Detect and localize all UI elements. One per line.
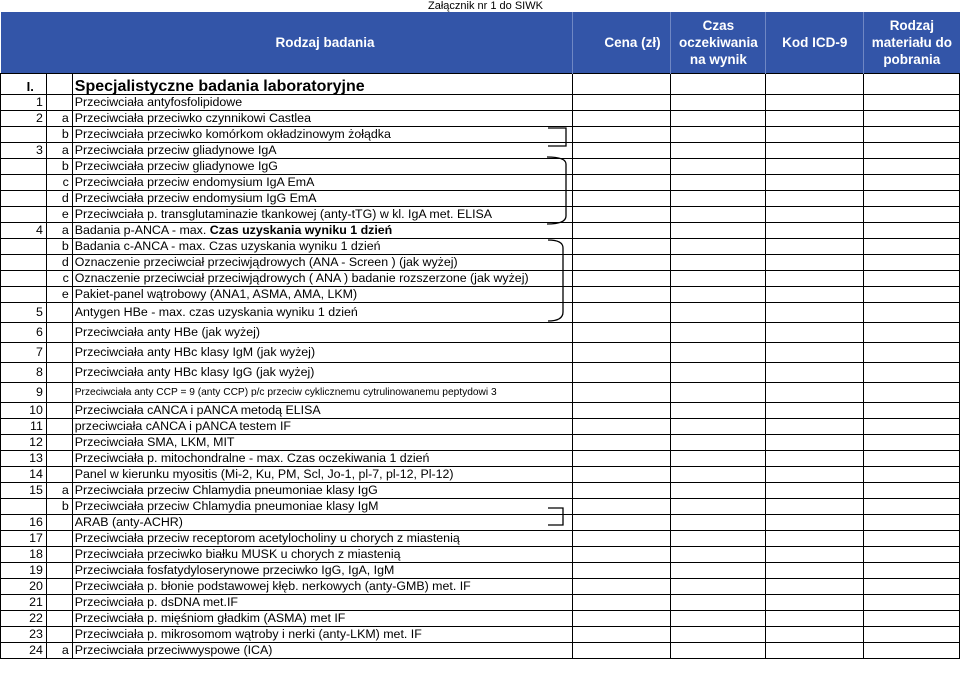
wait-time-cell <box>671 451 766 467</box>
test-name: Przeciwciała p. dsDNA met.IF <box>72 595 572 611</box>
table-row <box>1 483 960 499</box>
material-cell <box>864 303 960 323</box>
row-number: 10 <box>1 403 47 419</box>
wait-time-cell <box>671 95 766 111</box>
row-subletter <box>46 611 72 627</box>
icd9-cell <box>766 499 864 515</box>
wait-time-cell <box>671 483 766 499</box>
annex-label: Załącznik nr 1 do SIWK <box>428 0 543 12</box>
test-name: Przeciwciała anty HBc klasy IgM (jak wyżej) <box>72 343 572 363</box>
icd9-cell <box>766 127 864 143</box>
price-cell <box>572 159 671 175</box>
wait-time-cell <box>671 143 766 159</box>
row-subletter <box>46 531 72 547</box>
table-row <box>1 627 960 643</box>
test-name: Przeciwciała fosfatydyloserynowe przeciwko IgG, IgA, IgM <box>72 563 572 579</box>
row-number <box>1 175 47 191</box>
test-name: Przeciwciała przeciw endomysium IgG EmA <box>72 191 572 207</box>
material-cell <box>864 111 960 127</box>
header-row <box>1 12 960 74</box>
test-name-text: Badania p-ANCA - max. <box>74 223 210 237</box>
wait-time-cell <box>671 127 766 143</box>
row-subletter <box>46 515 72 531</box>
table-row <box>1 643 960 659</box>
price-cell <box>572 435 671 451</box>
test-name: Przeciwciała p. błonie podstawowej kłęb. nerkowych (anty-GMB) met. IF <box>72 579 572 595</box>
row-number: 13 <box>1 451 47 467</box>
table-row <box>1 451 960 467</box>
table-row <box>1 611 960 627</box>
row-number: 22 <box>1 611 47 627</box>
row-number <box>1 159 47 175</box>
row-number: 19 <box>1 563 47 579</box>
row-number <box>1 239 47 255</box>
row-subletter: a <box>46 143 72 159</box>
price-cell <box>572 595 671 611</box>
material-cell <box>864 191 960 207</box>
test-name <box>72 223 572 239</box>
row-number <box>1 191 47 207</box>
material-cell <box>864 627 960 643</box>
row-subletter: e <box>46 287 72 303</box>
header-wait-time: Czas oczekiwania na wynik <box>671 12 766 74</box>
icd9-cell <box>766 159 864 175</box>
wait-time-cell <box>671 255 766 271</box>
section-row <box>1 74 960 95</box>
price-cell <box>572 563 671 579</box>
icd9-cell <box>766 611 864 627</box>
icd9-cell <box>766 207 864 223</box>
price-cell <box>572 287 671 303</box>
wait-time-cell <box>671 611 766 627</box>
material-cell <box>864 435 960 451</box>
material-cell <box>864 223 960 239</box>
table-row <box>1 531 960 547</box>
price-cell <box>572 383 671 403</box>
table-row <box>1 223 960 239</box>
wait-time-cell <box>671 563 766 579</box>
wait-time-cell <box>671 343 766 363</box>
row-number: 15 <box>1 483 47 499</box>
row-number: 20 <box>1 579 47 595</box>
wait-time-cell <box>671 223 766 239</box>
material-cell <box>864 239 960 255</box>
material-cell <box>864 255 960 271</box>
table-row <box>1 363 960 383</box>
icd9-cell <box>766 223 864 239</box>
table-row <box>1 563 960 579</box>
material-cell <box>864 451 960 467</box>
wait-time-cell <box>671 207 766 223</box>
table-row <box>1 467 960 483</box>
material-cell <box>864 143 960 159</box>
row-subletter <box>46 547 72 563</box>
wait-time-cell <box>671 287 766 303</box>
wait-time-cell <box>671 547 766 563</box>
price-cell <box>572 343 671 363</box>
material-cell <box>864 531 960 547</box>
wait-time-cell <box>671 579 766 595</box>
material-cell <box>864 207 960 223</box>
icd9-cell <box>766 343 864 363</box>
price-cell <box>572 515 671 531</box>
material-cell <box>864 95 960 111</box>
wait-time-cell <box>671 191 766 207</box>
price-cell <box>572 223 671 239</box>
row-number: 5 <box>1 303 47 323</box>
row-subletter <box>46 403 72 419</box>
price-cell <box>572 271 671 287</box>
wait-time-cell <box>671 383 766 403</box>
header-test-name: Rodzaj badania <box>1 12 573 74</box>
row-number: 23 <box>1 627 47 643</box>
row-subletter <box>46 363 72 383</box>
row-subletter <box>46 383 72 403</box>
material-cell <box>864 403 960 419</box>
icd9-cell <box>766 595 864 611</box>
table-row <box>1 255 960 271</box>
price-cell <box>572 303 671 323</box>
table-row <box>1 287 960 303</box>
material-cell <box>864 547 960 563</box>
row-subletter: e <box>46 207 72 223</box>
test-name: Badania c-ANCA - max. Czas uzyskania wyniku 1 dzień <box>72 239 572 255</box>
icd9-cell <box>766 143 864 159</box>
table-row <box>1 579 960 595</box>
lab-tests-table <box>0 12 960 659</box>
test-name: ARAB (anty-ACHR) <box>72 515 572 531</box>
row-number: 24 <box>1 643 47 659</box>
table-row <box>1 499 960 515</box>
price-cell <box>572 611 671 627</box>
test-name-emphasis: Czas uzyskania wyniku 1 dzień <box>209 223 393 237</box>
test-name: Przeciwciała p. mikrosomom wątroby i nerki (anty-LKM) met. IF <box>72 627 572 643</box>
row-subletter: b <box>46 499 72 515</box>
test-name: Przeciwciała p. mięśniom gładkim (ASMA) met IF <box>72 611 572 627</box>
test-name: Przeciwciała przeciwwyspowe (ICA) <box>72 643 572 659</box>
icd9-cell <box>766 363 864 383</box>
row-subletter <box>46 435 72 451</box>
cell <box>671 74 766 95</box>
test-name: Przeciwciała przeciwko komórkom okładzinowym żołądka <box>72 127 572 143</box>
row-number <box>1 127 47 143</box>
wait-time-cell <box>671 239 766 255</box>
row-subletter: c <box>46 175 72 191</box>
icd9-cell <box>766 383 864 403</box>
test-name: Przeciwciała przeciw gliadynowe IgG <box>72 159 572 175</box>
row-subletter: b <box>46 127 72 143</box>
table-row <box>1 435 960 451</box>
section-title: Specjalistyczne badania laboratoryjne <box>72 74 572 95</box>
price-cell <box>572 255 671 271</box>
icd9-cell <box>766 419 864 435</box>
header-price: Cena (zł) <box>572 12 671 74</box>
header-icd9: Kod ICD-9 <box>766 12 864 74</box>
material-cell <box>864 175 960 191</box>
cell <box>766 74 864 95</box>
test-name: Przeciwciała przeciw gliadynowe IgA <box>72 143 572 159</box>
wait-time-cell <box>671 627 766 643</box>
material-cell <box>864 611 960 627</box>
row-number: 17 <box>1 531 47 547</box>
price-cell <box>572 323 671 343</box>
test-name: Przeciwciała przeciw receptorom acetylocholiny u chorych z miastenią <box>72 531 572 547</box>
wait-time-cell <box>671 595 766 611</box>
price-cell <box>572 111 671 127</box>
wait-time-cell <box>671 467 766 483</box>
row-number <box>1 255 47 271</box>
row-subletter <box>46 595 72 611</box>
price-cell <box>572 127 671 143</box>
wait-time-cell <box>671 531 766 547</box>
row-number: 14 <box>1 467 47 483</box>
price-cell <box>572 547 671 563</box>
row-number: 6 <box>1 323 47 343</box>
row-subletter: a <box>46 111 72 127</box>
table-row <box>1 191 960 207</box>
material-cell <box>864 323 960 343</box>
icd9-cell <box>766 435 864 451</box>
price-cell <box>572 531 671 547</box>
row-subletter <box>46 323 72 343</box>
header-material: Rodzaj materiału do pobrania <box>864 12 960 74</box>
price-cell <box>572 499 671 515</box>
wait-time-cell <box>671 159 766 175</box>
wait-time-cell <box>671 499 766 515</box>
price-cell <box>572 627 671 643</box>
row-number: 18 <box>1 547 47 563</box>
icd9-cell <box>766 563 864 579</box>
table-row <box>1 303 960 323</box>
row-number: 21 <box>1 595 47 611</box>
cell <box>572 74 671 95</box>
row-number: 8 <box>1 363 47 383</box>
price-cell <box>572 419 671 435</box>
wait-time-cell <box>671 323 766 343</box>
material-cell <box>864 419 960 435</box>
icd9-cell <box>766 531 864 547</box>
row-subletter <box>46 303 72 323</box>
icd9-cell <box>766 579 864 595</box>
price-cell <box>572 175 671 191</box>
test-name: Przeciwciała przeciwko czynnikowi Castlea <box>72 111 572 127</box>
table-row <box>1 595 960 611</box>
row-subletter <box>46 343 72 363</box>
material-cell <box>864 271 960 287</box>
row-subletter: a <box>46 643 72 659</box>
price-cell <box>572 643 671 659</box>
icd9-cell <box>766 403 864 419</box>
icd9-cell <box>766 175 864 191</box>
material-cell <box>864 383 960 403</box>
row-number: 4 <box>1 223 47 239</box>
material-cell <box>864 343 960 363</box>
wait-time-cell <box>671 403 766 419</box>
price-cell <box>572 467 671 483</box>
table-row <box>1 271 960 287</box>
row-number <box>1 271 47 287</box>
icd9-cell <box>766 111 864 127</box>
test-name: Antygen HBe - max. czas uzyskania wyniku 1 dzień <box>72 303 572 323</box>
price-cell <box>572 143 671 159</box>
row-subletter: a <box>46 223 72 239</box>
material-cell <box>864 595 960 611</box>
wait-time-cell <box>671 419 766 435</box>
cell <box>864 74 960 95</box>
table-row <box>1 127 960 143</box>
row-subletter <box>46 627 72 643</box>
test-name: przeciwciała cANCA i pANCA testem IF <box>72 419 572 435</box>
table-row <box>1 143 960 159</box>
icd9-cell <box>766 643 864 659</box>
material-cell <box>864 499 960 515</box>
row-subletter <box>46 579 72 595</box>
wait-time-cell <box>671 515 766 531</box>
price-cell <box>572 239 671 255</box>
row-number: 2 <box>1 111 47 127</box>
test-name: Przeciwciała SMA, LKM, MIT <box>72 435 572 451</box>
row-subletter: d <box>46 255 72 271</box>
row-subletter <box>46 451 72 467</box>
row-subletter <box>46 467 72 483</box>
table-row <box>1 111 960 127</box>
table-row <box>1 403 960 419</box>
test-name: Pakiet-panel wątrobowy (ANA1, ASMA, AMA, LKM) <box>72 287 572 303</box>
row-number: 16 <box>1 515 47 531</box>
test-name: Oznaczenie przeciwciał przeciwjądrowych ( ANA ) badanie rozszerzone (jak wyżej) <box>72 271 572 287</box>
row-subletter: b <box>46 239 72 255</box>
material-cell <box>864 159 960 175</box>
material-cell <box>864 563 960 579</box>
wait-time-cell <box>671 643 766 659</box>
icd9-cell <box>766 547 864 563</box>
price-cell <box>572 95 671 111</box>
price-cell <box>572 363 671 383</box>
section-number: I. <box>1 74 47 95</box>
row-subletter <box>46 563 72 579</box>
wait-time-cell <box>671 435 766 451</box>
price-cell <box>572 451 671 467</box>
test-name: Przeciwciała anty HBc klasy IgG (jak wyżej) <box>72 363 572 383</box>
test-name: Przeciwciała p. transglutaminazie tkankowej (anty-tTG) w kl. IgA met. ELISA <box>72 207 572 223</box>
wait-time-cell <box>671 363 766 383</box>
row-number: 3 <box>1 143 47 159</box>
row-number <box>1 499 47 515</box>
test-name: Przeciwciała anty CCP = 9 (anty CCP) p/c przeciw cyklicznemu cytrulinowanemu peptydowi 3 <box>72 383 572 403</box>
table-row <box>1 323 960 343</box>
icd9-cell <box>766 515 864 531</box>
row-number <box>1 287 47 303</box>
table-row <box>1 515 960 531</box>
row-subletter <box>46 419 72 435</box>
test-name: Przeciwciała cANCA i pANCA metodą ELISA <box>72 403 572 419</box>
wait-time-cell <box>671 111 766 127</box>
price-cell <box>572 579 671 595</box>
table-row <box>1 175 960 191</box>
material-cell <box>864 287 960 303</box>
test-name: Przeciwciała przeciw Chlamydia pneumoniae klasy IgM <box>72 499 572 515</box>
wait-time-cell <box>671 175 766 191</box>
icd9-cell <box>766 323 864 343</box>
row-subletter: d <box>46 191 72 207</box>
material-cell <box>864 467 960 483</box>
row-number <box>1 207 47 223</box>
test-name: Przeciwciała antyfosfolipidowe <box>72 95 572 111</box>
material-cell <box>864 483 960 499</box>
table-row <box>1 547 960 563</box>
icd9-cell <box>766 467 864 483</box>
test-name: Przeciwciała przeciw Chlamydia pneumoniae klasy IgG <box>72 483 572 499</box>
test-name: Przeciwciała przeciw endomysium IgA EmA <box>72 175 572 191</box>
row-subletter: a <box>46 483 72 499</box>
table-row <box>1 239 960 255</box>
row-number: 12 <box>1 435 47 451</box>
wait-time-cell <box>671 303 766 323</box>
icd9-cell <box>766 627 864 643</box>
material-cell <box>864 515 960 531</box>
table-row <box>1 419 960 435</box>
row-number: 9 <box>1 383 47 403</box>
row-subletter: b <box>46 159 72 175</box>
material-cell <box>864 643 960 659</box>
table-row <box>1 343 960 363</box>
icd9-cell <box>766 95 864 111</box>
icd9-cell <box>766 303 864 323</box>
row-number: 7 <box>1 343 47 363</box>
price-cell <box>572 403 671 419</box>
icd9-cell <box>766 483 864 499</box>
icd9-cell <box>766 271 864 287</box>
price-cell <box>572 483 671 499</box>
icd9-cell <box>766 287 864 303</box>
row-subletter <box>46 95 72 111</box>
row-number: 1 <box>1 95 47 111</box>
test-name: Przeciwciała przeciwko białku MUSK u chorych z miastenią <box>72 547 572 563</box>
table-row <box>1 383 960 403</box>
test-name: Oznaczenie przeciwciał przeciwjądrowych (ANA - Screen ) (jak wyżej) <box>72 255 572 271</box>
row-number: 11 <box>1 419 47 435</box>
icd9-cell <box>766 239 864 255</box>
test-name: Przeciwciała p. mitochondralne - max. Czas oczekiwania 1 dzień <box>72 451 572 467</box>
material-cell <box>864 579 960 595</box>
test-name: Przeciwciała anty HBe (jak wyżej) <box>72 323 572 343</box>
cell <box>46 74 72 95</box>
table-row <box>1 95 960 111</box>
row-subletter: c <box>46 271 72 287</box>
icd9-cell <box>766 451 864 467</box>
material-cell <box>864 127 960 143</box>
table-row <box>1 207 960 223</box>
table-row <box>1 159 960 175</box>
icd9-cell <box>766 191 864 207</box>
test-name: Panel w kierunku myositis (Mi-2, Ku, PM, Scl, Jo-1, pl-7, pl-12, Pl-12) <box>72 467 572 483</box>
material-cell <box>864 363 960 383</box>
price-cell <box>572 207 671 223</box>
icd9-cell <box>766 255 864 271</box>
price-cell <box>572 191 671 207</box>
wait-time-cell <box>671 271 766 287</box>
